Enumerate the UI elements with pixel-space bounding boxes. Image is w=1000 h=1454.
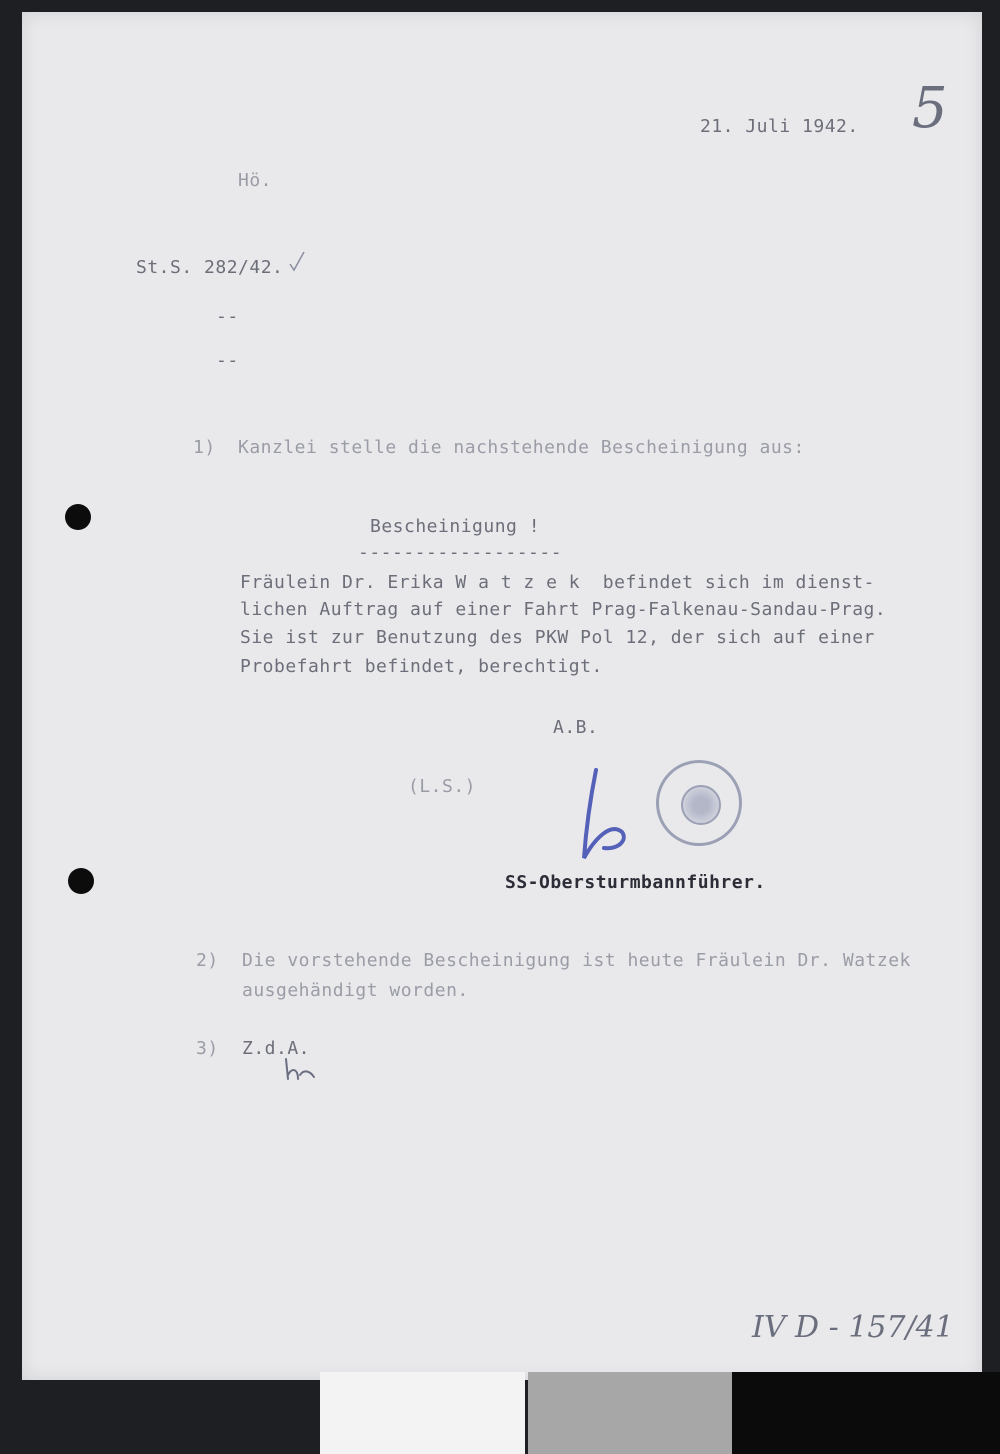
handwritten-initial-icon <box>280 1055 320 1085</box>
initials: Hö. <box>238 170 273 191</box>
seal-placeholder: (L.S.) <box>408 776 477 797</box>
reference-number: St.S. 282/42. <box>136 257 284 278</box>
check-mark-icon <box>288 250 308 274</box>
certificate-line-1: Fräulein Dr. Erika W a t z e k befindet sich im dienst- <box>240 572 875 593</box>
certificate-title-underline: ------------------ <box>358 542 563 563</box>
archive-reference: IV D - 157/41 <box>752 1310 954 1345</box>
stamp-emblem-icon <box>681 785 721 825</box>
item-2-line-1: Die vorstehende Bescheinigung ist heute Fräulein Dr. Watzek <box>242 950 911 971</box>
ab-mark: A.B. <box>553 717 599 738</box>
certificate-line-4: Probefahrt befindet, berechtigt. <box>240 656 603 677</box>
certificate-title: Bescheinigung ! <box>370 516 541 537</box>
scan-strip-gray <box>528 1372 732 1454</box>
punch-hole-top <box>65 504 91 530</box>
dash-line-2: -- <box>216 350 239 371</box>
scan-strip-black <box>732 1372 1000 1454</box>
certificate-line-3: Sie ist zur Benutzung des PKW Pol 12, der sich auf einer <box>240 627 875 648</box>
certificate-line-2: lichen Auftrag auf einer Fahrt Prag-Falkenau-Sandau-Prag. <box>240 599 887 620</box>
date: 21. Juli 1942. <box>700 116 859 137</box>
official-stamp-icon <box>656 760 742 846</box>
item-3-text: Z.d.A. <box>242 1038 311 1059</box>
page-number: 5 <box>912 76 948 141</box>
item-1-number: 1) <box>193 437 216 458</box>
paper-sheet <box>22 12 982 1380</box>
scan-strip-white <box>320 1372 525 1454</box>
item-2-number: 2) <box>196 950 219 971</box>
dash-line-1: -- <box>216 306 239 327</box>
signature-icon <box>560 760 640 870</box>
signature-title: SS-Obersturmbannführer. <box>505 872 766 893</box>
item-3-number: 3) <box>196 1038 219 1059</box>
punch-hole-bottom <box>68 868 94 894</box>
item-2-line-2: ausgehändigt worden. <box>242 980 469 1001</box>
item-1-text: Kanzlei stelle die nachstehende Bescheinigung aus: <box>238 437 805 458</box>
